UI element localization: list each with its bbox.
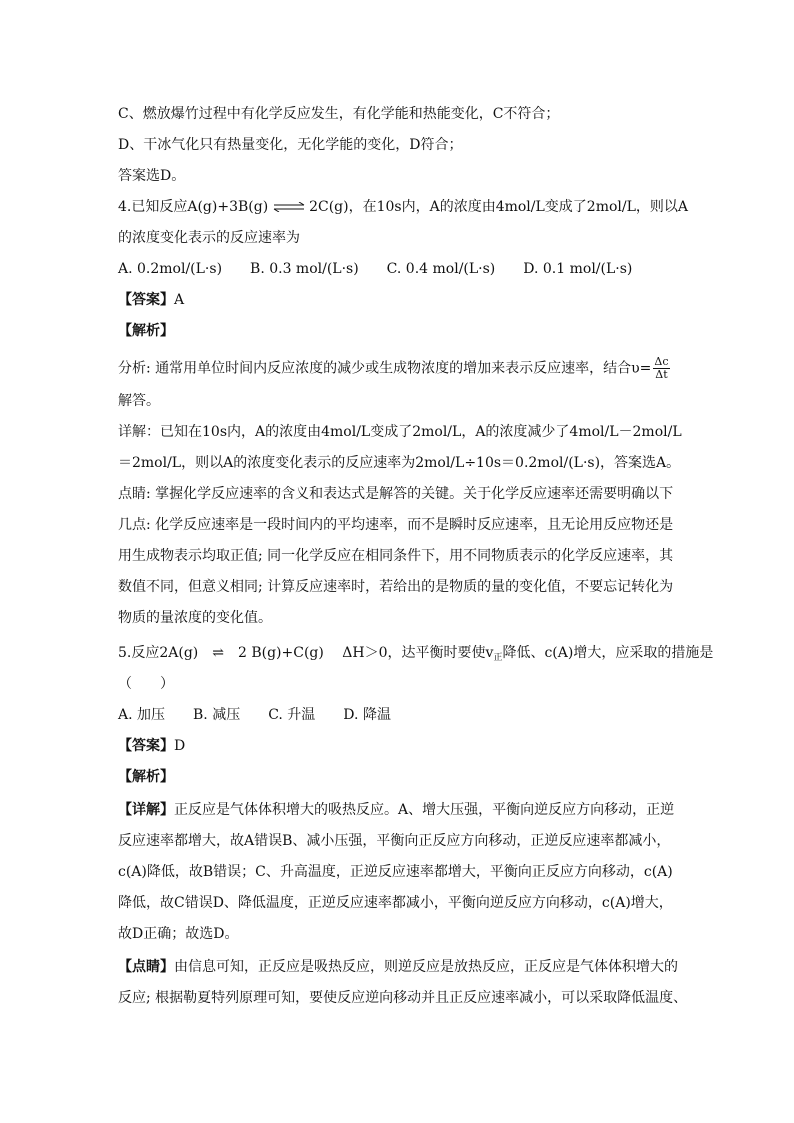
question-4-analysis-line2: 解答。 bbox=[118, 393, 160, 409]
question-4-analysis-line1 bbox=[118, 356, 670, 381]
question-4-point-line5: 物质的量浓度的变化值。 bbox=[118, 610, 272, 626]
question-5-detail-line2: 反应速率都增大，故A错误B、减小压强，平衡向正反应方向移动，正逆反应速率都减小， bbox=[118, 833, 671, 849]
question-5-point-line2: 反应; 根据勒夏特列原理可知，要使反应逆向移动并且正反应速率减小，可以采取降低温度、 bbox=[118, 990, 688, 1006]
question-5-answer bbox=[118, 736, 185, 756]
question-5-detail-line1 bbox=[118, 800, 674, 820]
question-4-answer bbox=[118, 290, 184, 310]
question-4-point-line3: 用生成物表示均取正值; 同一化学反应在相同条件下，用不同物质表示的化学反应速率，其 bbox=[118, 548, 674, 564]
question-4-options: A. 0.2mol/(L·s) B. 0.3 mol/(L·s) C. 0.4 mol/(L·s) D. 0.1 mol/(L·s) bbox=[118, 261, 633, 277]
option-d-explanation: D、干冰气化只有热量变化，无化学能的变化，D符合； bbox=[118, 137, 463, 153]
question-5-analysis-label: 【解析】 bbox=[118, 769, 174, 785]
question-5-point-line1 bbox=[118, 957, 678, 977]
q4-stem-pre: 4.已知反应A(g)+3B(g) bbox=[118, 199, 269, 215]
question-5-options: A. 加压 B. 减压 C. 升温 D. 降温 bbox=[118, 707, 391, 723]
detail-text: 正反应是气体体积增大的吸热反应。A、增大压强，平衡向逆反应方向移动，正逆 bbox=[174, 802, 675, 818]
analysis-text: 分析: 通常用单位时间内反应浓度的减少或生成物浓度的增加来表示反应速率，结合υ= bbox=[118, 360, 652, 377]
rate-fraction bbox=[653, 356, 669, 381]
q5-stem-pre: 5.反应2A(g) ⇌ 2 B(g)+C(g) ΔH＞0，达平衡时要使v bbox=[118, 645, 494, 661]
question-4-detail-line1: 详解：已知在10s内，A的浓度由4mol/L变成了2mol/L，A的浓度减少了4mol/L－2mol/L bbox=[118, 424, 682, 440]
question-5-detail-line3: c(A)降低，故B错误；C、升高温度，正逆反应速率都增大，平衡向正反应方向移动，c(A) bbox=[118, 864, 673, 880]
question-4-point-line2: 几点: 化学反应速率是一段时间内的平均速率，而不是瞬时反应速率，且无论用反应物还是 bbox=[118, 517, 674, 533]
equilibrium-arrow-icon bbox=[273, 202, 305, 212]
detail-label: 【详解】 bbox=[118, 802, 174, 818]
question-4-stem-line2: 的浓度变化表示的反应速率为 bbox=[118, 230, 300, 246]
option-c-explanation: C、燃放爆竹过程中有化学反应发生，有化学能和热能变化，C不符合； bbox=[118, 106, 560, 122]
point-label: 【点睛】 bbox=[118, 959, 174, 975]
q5-subscript: 正 bbox=[493, 653, 503, 663]
question-5-detail-line4: 降低，故C错误D、降低温度，正逆反应速率都减小，平衡向逆反应方向移动，c(A)增大， bbox=[118, 895, 673, 911]
answer-label: 【答案】 bbox=[118, 738, 174, 754]
q5-stem-post: 降低、c(A)增大，应采取的措施是 bbox=[502, 645, 714, 661]
answer-value: D bbox=[174, 738, 186, 754]
answer-label: 【答案】 bbox=[118, 292, 174, 308]
answer-value: A bbox=[174, 292, 185, 308]
question-4-analysis-label: 【解析】 bbox=[118, 323, 174, 339]
question-4-stem bbox=[118, 197, 688, 217]
fraction-denominator: Δt bbox=[655, 368, 668, 381]
previous-answer: 答案选D。 bbox=[118, 168, 186, 184]
question-5-detail-line5: 故D正确；故选D。 bbox=[118, 926, 239, 942]
point-text: 由信息可知，正反应是吸热反应，则逆反应是放热反应，正反应是气体体积增大的 bbox=[174, 959, 678, 975]
question-4-point-line4: 数值不同，但意义相同; 计算反应速率时，若给出的是物质的量的变化值，不要忘记转化为 bbox=[118, 579, 674, 595]
question-5-stem bbox=[118, 643, 713, 668]
q4-stem-post: 2C(g)，在10s内，A的浓度由4mol/L变成了2mol/L，则以A bbox=[309, 199, 689, 215]
question-4-point-line1: 点睛: 掌握化学反应速率的含义和表达式是解答的关键。关于化学反应速率还需要明确以下 bbox=[118, 486, 674, 502]
fraction-numerator: Δc bbox=[654, 355, 669, 368]
question-4-detail-line2: ＝2mol/L，则以A的浓度变化表示的反应速率为2mol/L÷10s＝0.2mol/(L·s)，答案选A。 bbox=[118, 455, 681, 471]
question-5-paren: （ ） bbox=[118, 676, 174, 692]
